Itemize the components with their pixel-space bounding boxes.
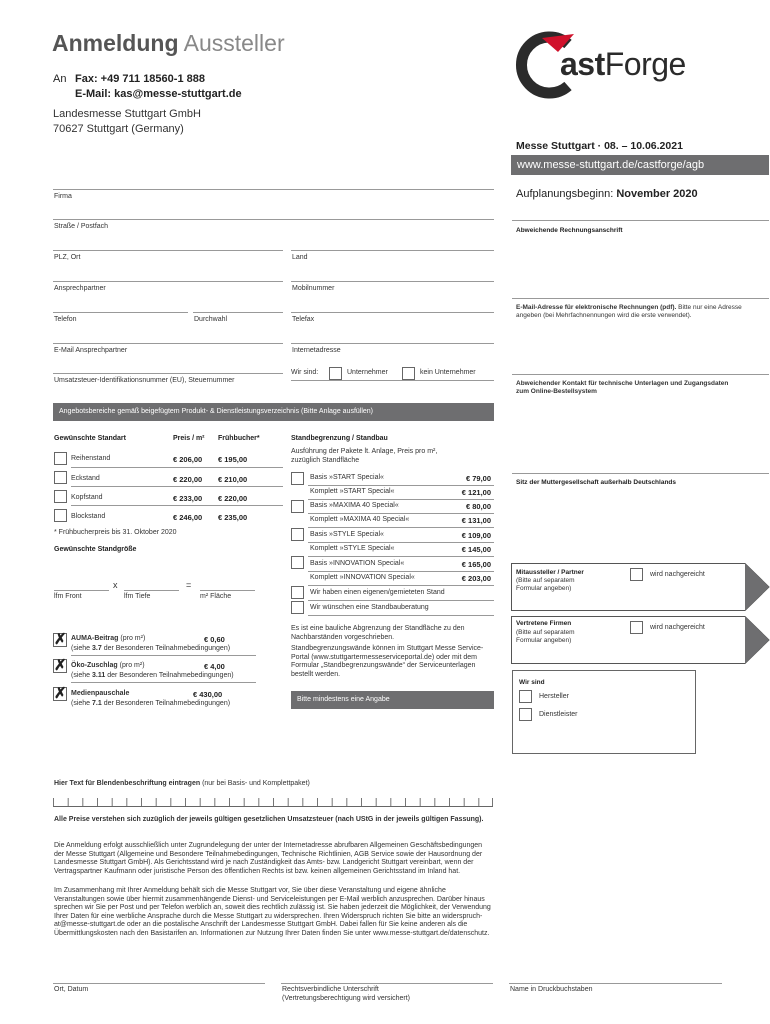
standbau-note-2: Standbegrenzungswände können im Stuttgart Messe Service-Portal (www.stuttgartermesseserviceportal.de) oder mit dem Formular „Standbegrenzungswände“ der Serviceunterlagen bestellt werden. xyxy=(291,645,484,678)
aufplanung-label: Aufplanungsbeginn: xyxy=(516,188,617,200)
strasse-label: Straße / Postfach xyxy=(54,223,109,230)
package-checkbox[interactable] xyxy=(291,528,304,541)
stand-checkbox[interactable] xyxy=(54,509,67,522)
oeko-checked-icon[interactable]: ✗ xyxy=(54,657,67,674)
fee-row-line xyxy=(71,655,256,656)
email-rechnung-top-line xyxy=(512,298,769,299)
package-price: € 79,00 xyxy=(465,474,491,483)
dienstleister-label: Dienstleister xyxy=(539,711,578,718)
stand-preis: € 233,00 xyxy=(173,494,203,503)
package-checkbox[interactable] xyxy=(291,556,304,569)
package-name: Komplett »START Special« xyxy=(310,488,395,495)
telefon-line[interactable] xyxy=(53,312,188,313)
fee-oeko-title xyxy=(71,662,145,669)
stand-row-line xyxy=(71,505,283,506)
rechnung-label: Abweichende Rechnungsanschrift xyxy=(516,227,623,234)
medien-checked-icon[interactable]: ✗ xyxy=(54,685,67,702)
firma-label: Firma xyxy=(54,193,72,200)
stand-checkbox[interactable] xyxy=(54,471,67,484)
standbau-intro: Ausführung der Pakete lt. Anlage, Preis pro m², zuzüglich Standfläche xyxy=(291,448,438,464)
mitaussteller-check-label: wird nachgereicht xyxy=(650,571,705,578)
druckbuchstaben-label: Name in Druckbuchstaben xyxy=(510,986,593,993)
fee-title: AUMA-Beitrag xyxy=(71,635,119,642)
ust-label: Umsatzsteuer-Identifikationsnummer (EU), Steuernummer xyxy=(54,377,235,384)
strasse-line[interactable] xyxy=(53,219,494,220)
package-name: Basis »START Special« xyxy=(310,474,384,481)
lfm-tiefe-input[interactable] xyxy=(124,590,179,591)
aufplanung xyxy=(516,188,698,200)
package-name: Komplett »INNOVATION Special« xyxy=(310,574,415,581)
auma-checked-icon[interactable]: ✗ xyxy=(54,631,67,648)
wir-sind-line xyxy=(291,380,494,381)
flaeche-label: m² Fläche xyxy=(200,593,232,600)
stand-row-line xyxy=(71,467,283,468)
kein-unternehmer-label: kein Unternehmer xyxy=(420,369,476,376)
durchwahl-label: Durchwahl xyxy=(194,316,228,323)
telefon-label: Telefon xyxy=(54,316,77,323)
title-bold: Anmeldung xyxy=(52,30,179,56)
fee-price: € 4,00 xyxy=(204,662,225,671)
package-line xyxy=(308,499,494,500)
unterschrift-line[interactable] xyxy=(281,983,493,984)
stand-frueh: € 210,00 xyxy=(218,475,248,484)
package-line xyxy=(308,513,494,514)
package-price: € 80,00 xyxy=(465,502,491,511)
col-standart: Gewünschte Standart xyxy=(54,435,126,442)
unterschrift-label: Rechtsverbindliche Unterschrift xyxy=(282,986,379,993)
hersteller-checkbox[interactable] xyxy=(519,690,532,703)
kontakt-label: Abweichender Kontakt für technische Unterlagen und Zugangsdaten zum Online-Bestellsystem xyxy=(516,380,729,395)
fee-unit: (pro m²) xyxy=(117,662,145,669)
fee-medien-note: (siehe 7.1 der Besonderen Teilnahmebedingungen) xyxy=(71,700,231,707)
blende-text-input[interactable] xyxy=(53,793,493,807)
vertretene-checkbox[interactable] xyxy=(630,621,643,634)
stand-name: Reihenstand xyxy=(71,455,111,462)
muttergesellschaft-label: Sitz der Muttergesellschaft außerhalb Deutschlands xyxy=(516,479,677,486)
event-url-bar xyxy=(511,155,769,175)
fee-oeko-note: (siehe 3.11 der Besonderen Teilnahmebedingungen) xyxy=(71,672,234,679)
internet-label: Internetadresse xyxy=(292,347,341,354)
land-line[interactable] xyxy=(291,250,494,251)
dienstleister-checkbox[interactable] xyxy=(519,708,532,721)
eigen-stand-label: Wir haben einen eigenen/gemieteten Stand xyxy=(310,589,445,596)
package-name: Basis »STYLE Special« xyxy=(310,531,384,538)
mutter-top-line xyxy=(512,473,769,474)
stand-preis: € 206,00 xyxy=(173,455,203,464)
ust-line[interactable] xyxy=(53,373,283,374)
address-line-1: Landesmesse Stuttgart GmbH xyxy=(53,108,201,120)
lfm-tiefe-label: lfm Tiefe xyxy=(124,593,151,600)
logo-text-forge: Forge xyxy=(604,46,686,82)
event-dates: Messe Stuttgart · 08. – 10.06.2021 xyxy=(516,140,683,152)
email-rechnung-text xyxy=(516,304,746,320)
groesse-title: Gewünschte Standgröße xyxy=(54,546,137,553)
unternehmer-label: Unternehmer xyxy=(347,369,388,376)
stand-preis: € 220,00 xyxy=(173,475,203,484)
eigen-line xyxy=(308,600,494,601)
rechnung-top-line xyxy=(512,220,769,221)
legal-paragraph-2: Im Zusammenhang mit Ihrer Anmeldung behält sich die Messe Stuttgart vor, Sie über diese Veranstaltung und eigene ähnliche Veranstaltungen sowie über hiermit zusammenhängende Dienst- und Serviceleistungen per E-Mail werblich anzusprechen. Darüber hinaus sprechen wir Sie per Post und per Telefon werblich an, soweit dies rechtlich zulässig ist. Sie haben jederzeit die Möglichkeit, der Verwendung Ihrer Daten für eine werbliche Ansprache durch die Messe Stuttgart zu widersprechen. Ihren Widerspruch richten Sie bitte an widerspruch-at@messe-stuttgart.de oder an die postalische Anschrift der Landesmesse Stuttgart GmbH. Dabei fallen für Sie keine anderen als die Übermittlungskosten nach den Basistarifen an. Informationen zur Nutzung Ihrer Daten finden Sie unter www.messe-stuttgart.de/datenschutz. xyxy=(54,887,491,937)
stand-checkbox[interactable] xyxy=(54,490,67,503)
mindestens-text: Bitte mindestens eine Angabe xyxy=(297,696,390,703)
hersteller-label: Hersteller xyxy=(539,693,569,700)
mitaussteller-box xyxy=(511,563,770,611)
col-fruehbucher: Frühbucher* xyxy=(218,435,260,442)
package-price: € 131,00 xyxy=(461,516,491,525)
druckbuchstaben-line[interactable] xyxy=(509,983,722,984)
stand-frueh: € 220,00 xyxy=(218,494,248,503)
stand-frueh: € 195,00 xyxy=(218,455,248,464)
mobil-label: Mobilnummer xyxy=(292,285,335,292)
fruehbucher-note: * Frühbucherpreis bis 31. Oktober 2020 xyxy=(54,529,177,536)
package-name: Komplett »MAXIMA 40 Special« xyxy=(310,516,410,523)
stand-checkbox[interactable] xyxy=(54,452,67,465)
internet-line[interactable] xyxy=(291,343,494,344)
flaeche-input[interactable] xyxy=(200,590,255,591)
eigen-stand-checkbox[interactable] xyxy=(291,586,304,599)
mitaussteller-checkbox[interactable] xyxy=(630,568,643,581)
package-line xyxy=(308,556,494,557)
stand-name: Blockstand xyxy=(71,513,106,520)
package-checkbox[interactable] xyxy=(291,472,304,485)
fee-medien-title xyxy=(71,690,129,697)
firma-line[interactable] xyxy=(53,189,494,190)
col-preis: Preis / m² xyxy=(173,435,205,442)
vertretene-box xyxy=(511,616,770,664)
package-name: Basis »MAXIMA 40 Special« xyxy=(310,502,399,509)
vertretene-check-label: wird nachgereicht xyxy=(650,624,705,631)
vertretene-title: Vertretene Firmen xyxy=(516,620,572,627)
land-label: Land xyxy=(292,254,308,261)
wir-sind-title: Wir sind xyxy=(519,679,545,686)
standbau-note-1: Es ist eine bauliche Abgrenzung der Standfläche zu den Nachbarständen vorgeschrieben. xyxy=(291,625,465,641)
vertretene-sub: (Bitte auf separatem Formular angeben) xyxy=(516,629,575,644)
stand-preis: € 246,00 xyxy=(173,513,203,522)
blende-label: Hier Text für Blendenbeschriftung eintragen (nur bei Basis- und Komplettpaket) xyxy=(54,780,310,787)
fee-row-line xyxy=(71,682,256,683)
plz-line[interactable] xyxy=(53,250,283,251)
beratung-line xyxy=(308,615,494,616)
package-price: € 165,00 xyxy=(461,560,491,569)
preise-hinweis: Alle Preise verstehen sich zuzüglich der jeweils gültigen gesetzlichen Umsatzsteuer (nach UStG in der jeweils gültigen Fassung). xyxy=(54,816,484,823)
email-ap-line[interactable] xyxy=(53,343,283,344)
legal-paragraph-1: Die Anmeldung erfolgt ausschließlich unter Zugrundelegung der unter der Internetadresse abrufbaren Allgemeinen Geschäftsbedingungen der Messe Stuttgart (Allgemeine und Besondere Teilnahmebedingungen, Technische Richtlinien, AGB Service sowie der Hausordnung der Landesmesse Stuttgart GmbH). Als Gerichtsstand wird je nach Zuständigkeit das Amts- bzw. Landgericht Stuttgart vereinbart, wenn der Vertragspartner Kaufmann oder juristische Person des öffentlichen Rechts ist bzw. keinen allgemeinen Gerichtsstand im Inland hat. xyxy=(54,842,483,875)
kein-unternehmer-checkbox[interactable] xyxy=(402,367,415,380)
durchwahl-line[interactable] xyxy=(193,312,283,313)
address-line-2: 70627 Stuttgart (Germany) xyxy=(53,123,184,135)
fax-number: Fax: +49 711 18560-1 888 xyxy=(75,73,205,85)
equals-sign: = xyxy=(186,580,192,590)
package-price: € 145,00 xyxy=(461,545,491,554)
fee-unit: (pro m²) xyxy=(118,635,146,642)
page-title xyxy=(52,30,285,57)
times-sign: x xyxy=(113,580,118,590)
kontakt-top-line xyxy=(512,374,769,375)
package-line xyxy=(308,485,494,486)
angebot-bar xyxy=(53,403,494,421)
package-price: € 203,00 xyxy=(461,574,491,583)
stand-name: Eckstand xyxy=(71,475,100,482)
telefax-label: Telefax xyxy=(292,316,315,323)
ansprechpartner-line[interactable] xyxy=(53,281,283,282)
package-name: Komplett »STYLE Special« xyxy=(310,545,395,552)
lfm-front-label: lfm Front xyxy=(54,593,82,600)
wir-sind-label: Wir sind: xyxy=(291,369,319,376)
package-price: € 109,00 xyxy=(461,531,491,540)
plz-label: PLZ, Ort xyxy=(54,254,81,261)
email-address: E-Mail: kas@messe-stuttgart.de xyxy=(75,88,242,100)
email-ap-label: E-Mail Ansprechpartner xyxy=(54,347,128,354)
package-line xyxy=(308,571,494,572)
fee-price: € 0,60 xyxy=(204,635,225,644)
mitaussteller-title: Mitaussteller / Partner xyxy=(516,569,584,576)
package-price: € 121,00 xyxy=(461,488,491,497)
blende-cells xyxy=(53,793,493,807)
package-line xyxy=(308,542,494,543)
title-light: Aussteller xyxy=(178,30,285,56)
wir-sind-box xyxy=(512,670,696,754)
stand-row-line xyxy=(71,486,283,487)
email-rechnung-bold: E-Mail-Adresse für elektronische Rechnungen (pdf). xyxy=(516,304,677,311)
ansprechpartner-label: Ansprechpartner xyxy=(54,285,106,292)
fee-auma-note: (siehe 3.7 der Besonderen Teilnahmebedingungen) xyxy=(71,645,231,652)
package-checkbox[interactable] xyxy=(291,500,304,513)
telefax-line[interactable] xyxy=(291,312,494,313)
package-line xyxy=(308,527,494,528)
email-rechnung-rest: Bitte nur eine Adresse angeben (bei Mehrfachnennungen wird die erste verwendet). xyxy=(516,304,742,319)
aufplanung-value: November 2020 xyxy=(616,188,698,200)
fee-auma-title xyxy=(71,635,145,642)
to-prefix: An xyxy=(53,73,67,85)
ort-datum-line[interactable] xyxy=(53,983,265,984)
event-url[interactable]: www.messe-stuttgart.de/castforge/agb xyxy=(517,159,705,171)
package-name: Basis »INNOVATION Special« xyxy=(310,560,405,567)
stand-name: Kopfstand xyxy=(71,494,103,501)
mitaussteller-sub: (Bitte auf separatem Formular angeben) xyxy=(516,577,575,592)
unternehmer-checkbox[interactable] xyxy=(329,367,342,380)
beratung-checkbox[interactable] xyxy=(291,601,304,614)
unterschrift-sub: (Vertretungsberechtigung wird versichert) xyxy=(282,995,411,1002)
lfm-front-input[interactable] xyxy=(54,590,109,591)
logo-text-ast: ast xyxy=(560,46,605,82)
angebot-bar-text: Angebotsbereiche gemäß beigefügtem Produkt- & Dienstleistungsverzeichnis (Bitte Anlage ausfüllen) xyxy=(59,408,374,415)
mobil-line[interactable] xyxy=(291,281,494,282)
package-line xyxy=(308,585,494,586)
fee-price: € 430,00 xyxy=(193,690,223,699)
standbau-title: Standbegrenzung / Standbau xyxy=(291,435,388,442)
beratung-label: Wir wünschen eine Standbauberatung xyxy=(310,604,429,611)
fee-title: Öko-Zuschlag xyxy=(71,662,118,669)
fee-title: Medienpauschale xyxy=(71,690,130,697)
castforge-logo xyxy=(512,30,727,100)
ort-datum-label: Ort, Datum xyxy=(54,986,89,993)
stand-frueh: € 235,00 xyxy=(218,513,248,522)
mindestens-bar xyxy=(291,691,494,709)
